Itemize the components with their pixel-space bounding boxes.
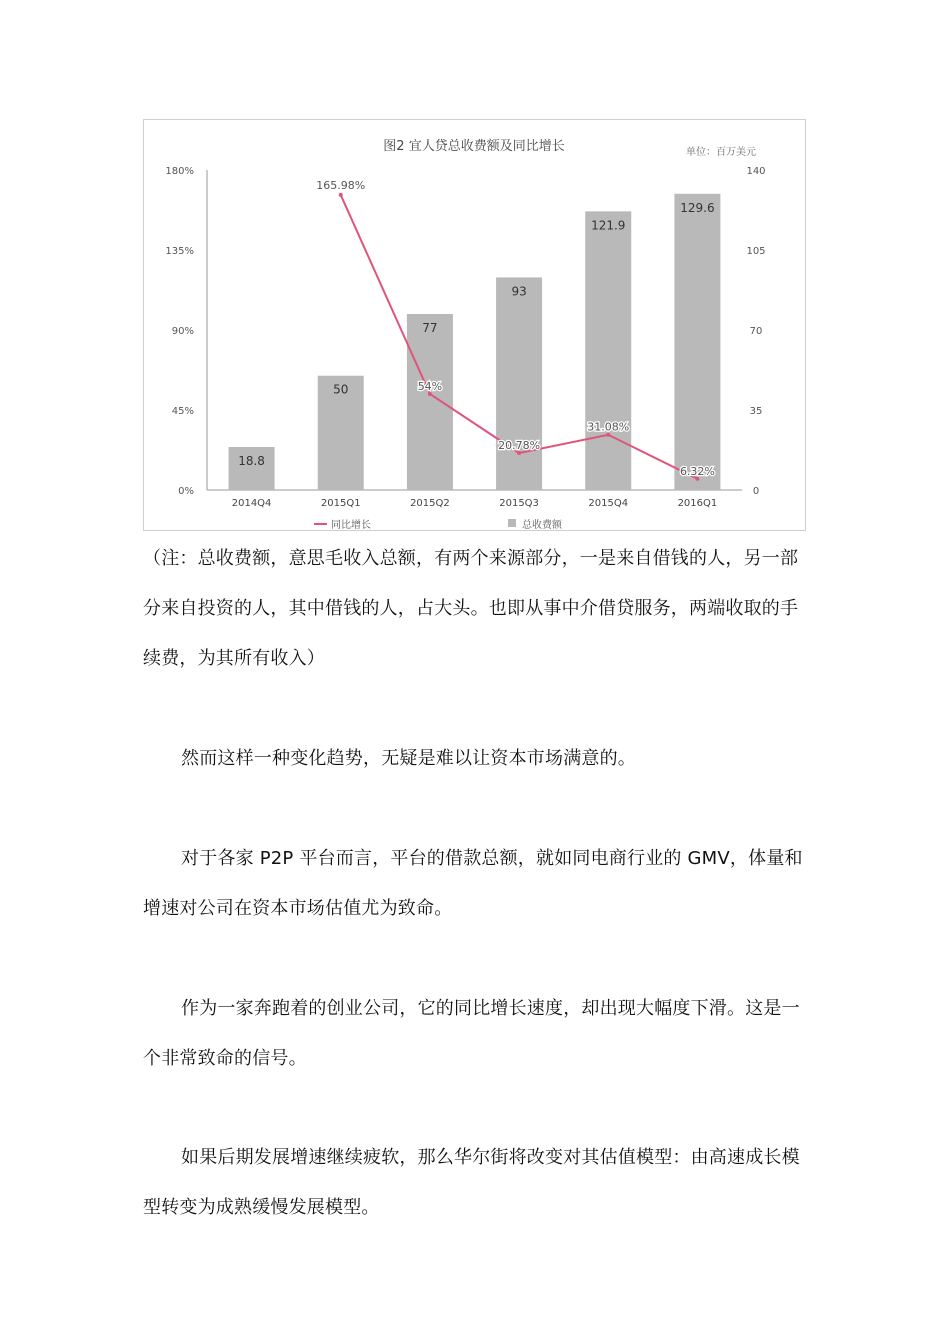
x-tick-label: 2015Q3 [499, 498, 539, 509]
y-left-tick-label: 0% [178, 486, 194, 497]
x-tick-label: 2015Q1 [320, 498, 361, 509]
growth-value-label: 165.98% [316, 178, 366, 192]
x-tick-label: 2016Q1 [677, 498, 718, 509]
bar-value-label: 18.8 [238, 454, 265, 469]
y-right-tick-label: 105 [746, 246, 766, 257]
growth-point [339, 193, 343, 197]
growth-value-label: 31.08% [587, 420, 630, 434]
paragraph-startup: 作为一家奔跑着的创业公司，它的同比增长速度，却出现大幅度下滑。这是一个非常致命的信号。 [143, 998, 800, 1069]
bar-total-fee [585, 211, 631, 490]
chart-figure [143, 119, 806, 531]
x-tick-label: 2015Q4 [588, 498, 629, 509]
growth-value-label: 54% [417, 380, 443, 393]
bar-value-label: 129.6 [680, 200, 715, 215]
bar-value-label: 50 [333, 382, 349, 397]
bar-value-label: 93 [511, 284, 527, 299]
note-paragraph: （注：总收费额，意思毛收入总额，有两个来源部分，一是来自借钱的人，另一部分来自投资的人，其中借钱的人，占大头。也即从事中介借贷服务，两端收取的手续费，为其所有收入） [143, 548, 799, 669]
y-left-tick-label: 90% [171, 326, 194, 337]
paragraph-p2p: 对于各家 P2P 平台而言，平台的借款总额，就如同电商行业的 GMV，体量和增速对公司在资本市场估值尤为致命。 [143, 848, 803, 919]
bar-total-fee [407, 314, 453, 490]
chart-unit-label: 单位：百万美元 [686, 147, 756, 158]
y-right-tick-label: 70 [749, 326, 763, 337]
paragraph-valuation: 如果后期发展增速继续疲软，那么华尔街将改变对其估值模型：由高速成长模型转变为成熟缓慢发展模型。 [143, 1147, 800, 1218]
chart-title: 图2 宜人贷总收费额及同比增长 [383, 139, 565, 154]
paragraph-trend: 然而这样一种变化趋势，无疑是难以让资本市场满意的。 [181, 748, 636, 769]
y-left-tick-label: 180% [165, 166, 194, 177]
bar-total-fee [496, 277, 542, 490]
growth-value-label: 6.32% [679, 464, 715, 478]
growth-value-label: 20.78% [498, 439, 541, 453]
bar-total-fee [674, 194, 720, 490]
y-right-tick-label: 0 [752, 486, 760, 497]
y-left-tick-label: 135% [165, 246, 194, 257]
y-right-tick-label: 140 [746, 166, 766, 177]
bar-value-label: 77 [422, 321, 438, 335]
x-tick-label: 2014Q4 [231, 498, 272, 509]
legend-label-total: 总收费额 [522, 520, 562, 530]
bar-value-label: 121.9 [591, 218, 626, 233]
revenue-growth-chart [144, 120, 805, 530]
y-left-tick-label: 45% [171, 406, 194, 417]
y-right-tick-label: 35 [749, 406, 763, 417]
legend-label-growth: 同比增长 [331, 520, 371, 530]
x-tick-label: 2015Q2 [410, 498, 450, 509]
legend-bar-swatch [508, 519, 516, 527]
